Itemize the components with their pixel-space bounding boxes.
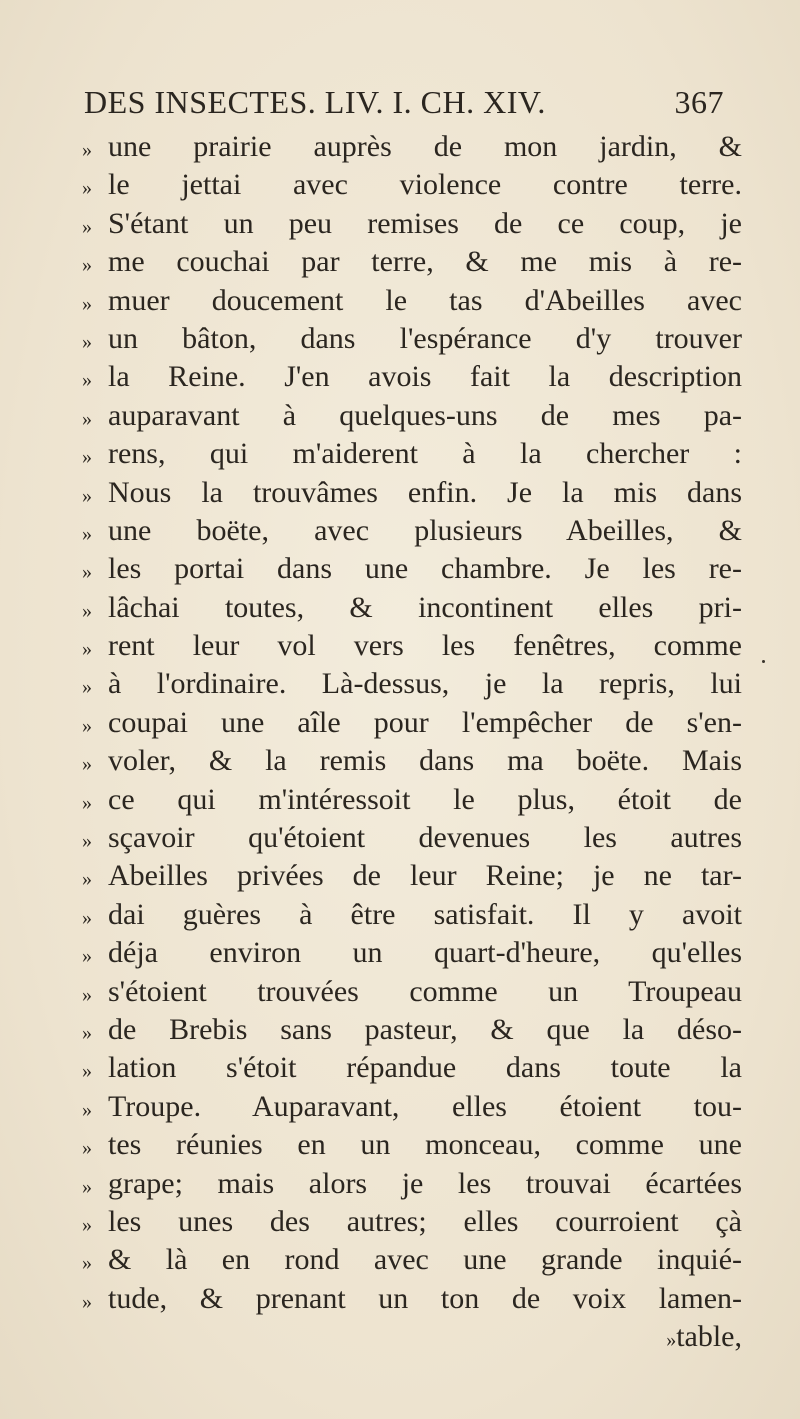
text-line: » le jettai avec violence contre terre. — [82, 166, 742, 204]
quote-mark: » — [82, 484, 92, 507]
catchword-line — [82, 1318, 742, 1356]
text-line: » S'étant un peu remises de ce coup, je — [82, 205, 742, 243]
quote-mark: » — [82, 791, 92, 814]
text-line: » muer doucement le tas d'Abeilles avec — [82, 282, 742, 320]
text-line: » auparavant à quelques-uns de mes pa- — [82, 397, 742, 435]
text-line: » la Reine. J'en avois fait la description — [82, 358, 742, 396]
quote-mark: » — [82, 599, 92, 622]
quote-mark: » — [666, 1329, 677, 1352]
text-line: » Troupe. Auparavant, elles étoient tou- — [82, 1088, 742, 1126]
text-line: » Abeilles privées de leur Reine; je ne tar- — [82, 857, 742, 895]
text-line: » me couchai par terre, & me mis à re- — [82, 243, 742, 281]
quote-mark: » — [82, 830, 92, 853]
text-line: » grape; mais alors je les trouvai écartées — [82, 1165, 742, 1203]
quote-mark: » — [82, 407, 92, 430]
quote-mark: » — [82, 254, 92, 277]
quote-mark: » — [82, 292, 92, 315]
text-line: » une prairie auprès de mon jardin, & — [82, 128, 742, 166]
catchword: table, — [676, 1320, 742, 1354]
quote-mark: » — [82, 369, 92, 392]
page-number: 367 — [674, 84, 724, 120]
quote-mark: » — [82, 638, 92, 661]
text-line: » dai guères à être satisfait. Il y avoit — [82, 896, 742, 934]
text-line: » voler, & la remis dans ma boëte. Mais — [82, 742, 742, 780]
text-line: » les portai dans une chambre. Je les re- — [82, 550, 742, 588]
quote-mark: » — [82, 753, 92, 776]
quote-mark: » — [82, 1213, 92, 1236]
text-line: » tude, & prenant un ton de voix lamen- — [82, 1280, 742, 1318]
text-line: » lâchai toutes, & incontinent elles pri- — [82, 589, 742, 627]
text-line: » & là en rond avec une grande inquié- — [82, 1241, 742, 1279]
quote-mark: » — [82, 906, 92, 929]
quote-mark: » — [82, 868, 92, 891]
text-line: » rent leur vol vers les fenêtres, comme — [82, 627, 742, 665]
quote-mark: » — [82, 1021, 92, 1044]
quote-mark: » — [82, 1252, 92, 1275]
quote-mark: » — [82, 177, 92, 200]
quote-mark: » — [82, 1137, 92, 1160]
quote-mark: » — [82, 676, 92, 699]
text-line: » déja environ un quart-d'heure, qu'elles — [82, 934, 742, 972]
quote-mark: » — [82, 446, 92, 469]
quote-mark: » — [82, 215, 92, 238]
quote-mark: » — [82, 983, 92, 1006]
quote-mark: » — [82, 1175, 92, 1198]
text-line: » de Brebis sans pasteur, & que la déso- — [82, 1011, 742, 1049]
text-line: » lation s'étoit répandue dans toute la — [82, 1049, 742, 1087]
text-line: » ce qui m'intéressoit le plus, étoit de — [82, 781, 742, 819]
quote-mark: » — [82, 561, 92, 584]
text-line: » Nous la trouvâmes enfin. Je la mis dans — [82, 474, 742, 512]
body-text — [82, 128, 742, 1357]
text-line: » une boëte, avec plusieurs Abeilles, & — [82, 512, 742, 550]
running-head-title: DES INSECTES. LIV. I. CH. XIV. — [84, 84, 546, 120]
text-line: » à l'ordinaire. Là-dessus, je la repris, lui — [82, 665, 742, 703]
text-line: » un bâton, dans l'espérance d'y trouver — [82, 320, 742, 358]
quote-mark: » — [82, 945, 92, 968]
quote-mark: » — [82, 714, 92, 737]
text-line: » sçavoir qu'étoient devenues les autres — [82, 819, 742, 857]
text-line: » s'étoient trouvées comme un Troupeau — [82, 973, 742, 1011]
text-line: » les unes des autres; elles courroient çà — [82, 1203, 742, 1241]
ink-speck — [762, 660, 765, 663]
quote-mark: » — [82, 522, 92, 545]
quote-mark: » — [82, 330, 92, 353]
quote-mark: » — [82, 1098, 92, 1121]
text-line: » rens, qui m'aiderent à la chercher : — [82, 435, 742, 473]
running-head — [84, 84, 724, 124]
text-line: » coupai une aîle pour l'empêcher de s'en- — [82, 704, 742, 742]
quote-mark: » — [82, 1290, 92, 1313]
quote-mark: » — [82, 1060, 92, 1083]
quote-mark: » — [82, 139, 92, 161]
text-line: » tes réunies en un monceau, comme une — [82, 1126, 742, 1164]
